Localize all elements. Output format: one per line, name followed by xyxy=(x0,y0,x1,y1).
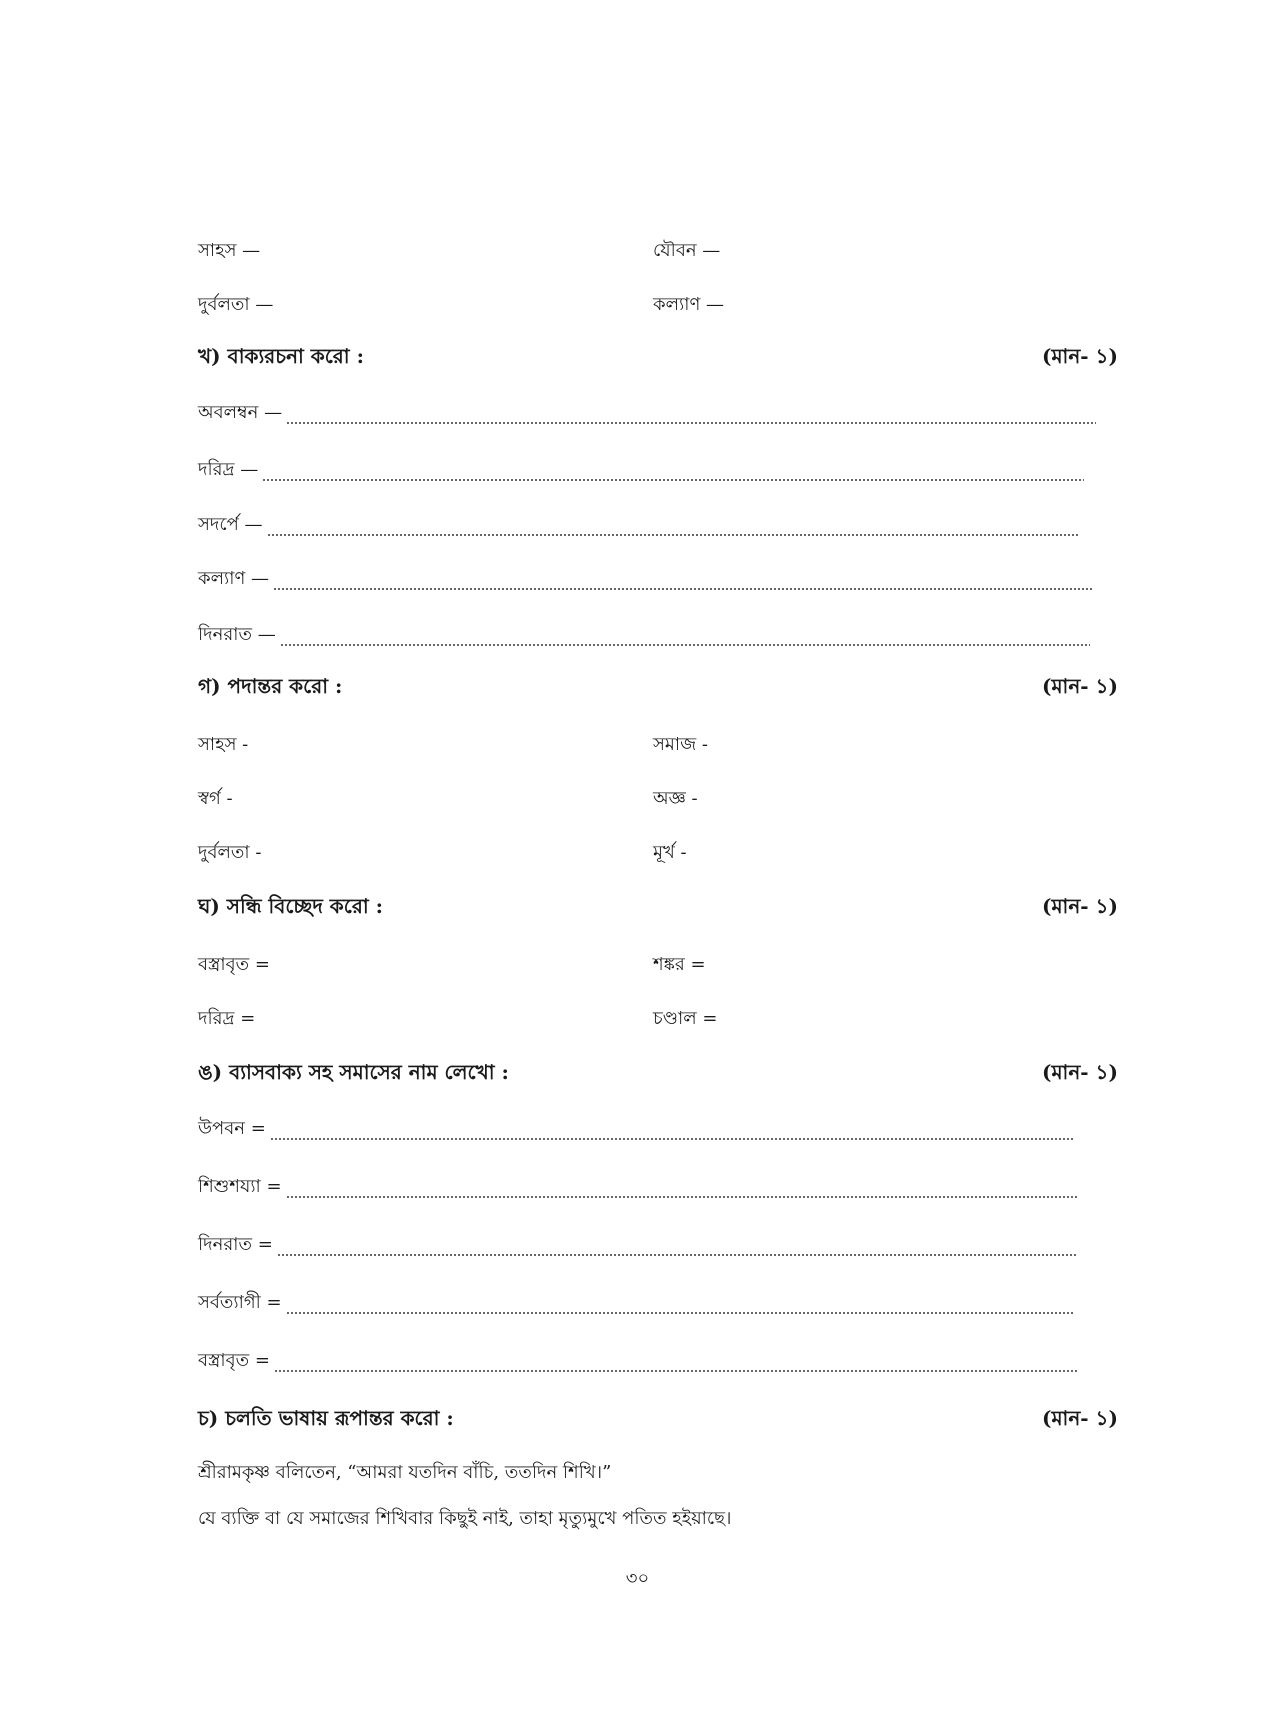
word-item: দুর্বলতা — xyxy=(198,294,274,315)
dotted-answer-line[interactable] xyxy=(286,1196,1078,1198)
word-pair-row xyxy=(198,730,1118,766)
word-pair-row xyxy=(198,838,1118,874)
word-item: চণ্ডাল = xyxy=(653,1008,718,1029)
passage-line: যে ব্যক্তি বা যে সমাজের শিখিবার কিছুই নাই, তাহা মৃত্যুমুখে পতিত হইয়াছে। xyxy=(198,1508,732,1529)
answer-line[interactable] xyxy=(198,1288,1074,1324)
section-title: খ) বাক্যরচনা করো : xyxy=(198,344,364,368)
marks-label: (মান- ১) xyxy=(1041,894,1118,918)
prompt-word: দিনরাত — xyxy=(198,624,276,645)
word-item: মূর্খ - xyxy=(653,842,687,863)
dotted-answer-line[interactable] xyxy=(267,534,1080,536)
answer-line[interactable] xyxy=(198,1346,1078,1382)
word-item: সাহস - xyxy=(198,734,249,755)
prompt-word: কল্যাণ — xyxy=(198,568,270,589)
word-item: দরিদ্র = xyxy=(198,1008,256,1029)
word-item: স্বর্গ - xyxy=(198,788,233,809)
section-kha-heading xyxy=(198,342,1118,378)
passage-line: শ্রীরামকৃষ্ণ বলিতেন, “আমরা যতদিন বাঁচি, ততদিন শিখি।” xyxy=(198,1462,612,1483)
prompt-word: সর্বত্যাগী = xyxy=(198,1292,282,1313)
dotted-answer-line[interactable] xyxy=(273,588,1094,590)
word-item: দুর্বলতা - xyxy=(198,842,262,863)
word-item: সমাজ - xyxy=(653,734,709,755)
dotted-answer-line[interactable] xyxy=(286,1312,1074,1314)
section-uma-heading xyxy=(198,1058,1118,1094)
dotted-answer-line[interactable] xyxy=(280,644,1090,646)
prompt-word: সদর্পে — xyxy=(198,514,263,535)
word-item: যৌবন — xyxy=(653,240,721,261)
section-cha-heading xyxy=(198,1404,1118,1440)
prompt-word: অবলম্বন — xyxy=(198,402,283,423)
section-ga-heading xyxy=(198,672,1118,708)
answer-line[interactable] xyxy=(198,1172,1078,1208)
prompt-word: দিনরাত = xyxy=(198,1234,273,1255)
answer-line[interactable] xyxy=(198,510,1080,546)
word-pair-row xyxy=(198,784,1118,820)
dotted-answer-line[interactable] xyxy=(286,422,1096,424)
word-item: সাহস — xyxy=(198,240,261,261)
word-pair-row xyxy=(198,1004,1118,1040)
marks-label: (মান- ১) xyxy=(1041,674,1118,698)
word-item: শঙ্কর = xyxy=(653,954,706,975)
word-pair-row xyxy=(198,950,1118,986)
section-title: ঙ) ব্যাসবাক্য সহ সমাসের নাম লেখো : xyxy=(198,1060,509,1084)
answer-line[interactable] xyxy=(198,1114,1074,1150)
dotted-answer-line[interactable] xyxy=(277,1254,1078,1256)
answer-line[interactable] xyxy=(198,564,1094,600)
word-item: অজ্ঞ - xyxy=(653,788,698,809)
answer-line[interactable] xyxy=(198,455,1084,491)
word-pair-row xyxy=(198,290,1118,326)
word-pair-row xyxy=(198,236,1118,272)
prompt-word: উপবন = xyxy=(198,1118,266,1139)
answer-line[interactable] xyxy=(198,1230,1078,1266)
section-title: গ) পদান্তর করো : xyxy=(198,674,343,698)
word-item: বস্ত্রাবৃত = xyxy=(198,954,270,975)
dotted-answer-line[interactable] xyxy=(270,1138,1074,1140)
dotted-answer-line[interactable] xyxy=(262,479,1084,481)
page-number: ৩০ xyxy=(625,1568,650,1589)
word-item: কল্যাণ — xyxy=(653,294,725,315)
prompt-word: বস্ত্রাবৃত = xyxy=(198,1350,270,1371)
section-title: চ) চলতি ভাষায় রূপান্তর করো : xyxy=(198,1406,454,1430)
answer-line[interactable] xyxy=(198,620,1090,656)
prompt-word: দরিদ্র — xyxy=(198,459,259,480)
answer-line[interactable] xyxy=(198,398,1096,434)
dotted-answer-line[interactable] xyxy=(274,1370,1078,1372)
section-title: ঘ) সন্ধি বিচ্ছেদ করো : xyxy=(198,894,383,918)
section-gha-heading xyxy=(198,892,1118,928)
marks-label: (মান- ১) xyxy=(1041,1060,1118,1084)
prompt-word: শিশুশয্যা = xyxy=(198,1176,282,1197)
marks-label: (মান- ১) xyxy=(1041,344,1118,368)
marks-label: (মান- ১) xyxy=(1041,1406,1118,1430)
